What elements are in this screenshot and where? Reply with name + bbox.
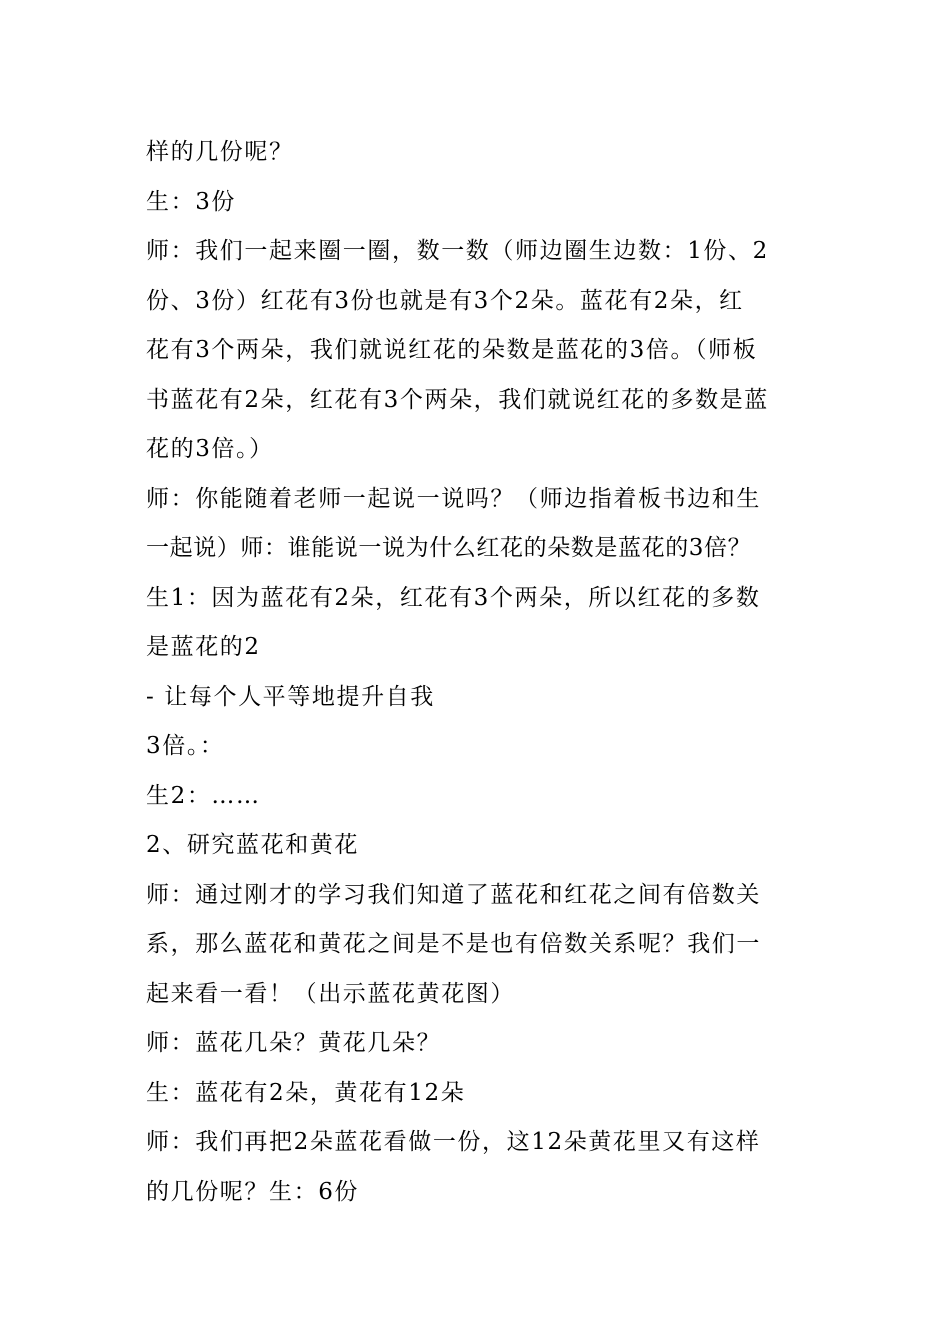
- text-line-22: 的几份呢？生：6份: [146, 1178, 360, 1205]
- text-line-14: 生2：……: [146, 782, 261, 809]
- text-line-3: 师：我们一起来圈一圈，数一数（师边圈生边数：1份、2: [146, 238, 769, 264]
- text-line-21: 师：我们再把2朵蓝花看做一份，这12朵黄花里又有这样: [146, 1129, 761, 1155]
- section-heading: 2、研究蓝花和黄花: [146, 832, 360, 858]
- text-line-16: 师：通过刚才的学习我们知道了蓝花和红花之间有倍数关: [146, 881, 761, 908]
- text-line-10: 生1：因为蓝花有2朵，红花有3个两朵，所以红花的多数: [146, 584, 761, 611]
- text-line-4: 份、3份）红花有3份也就是有3个2朵。蓝花有2朵，红: [146, 287, 744, 314]
- document-body: [146, 128, 816, 1217]
- text-line-5: 花有3个两朵，我们就说红花的朵数是蓝花的3倍。（师板: [146, 337, 758, 363]
- text-line-19: 师：蓝花几朵？黄花几朵？: [146, 1030, 442, 1056]
- text-line-7: 花的3倍。）: [146, 436, 274, 462]
- text-line-8: 师：你能随着老师一起说一说吗？（师边指着板书边和生: [146, 485, 761, 512]
- text-line-1: 样的几份呢？: [146, 139, 294, 165]
- text-line-6: 书蓝花有2朵，红花有3个两朵，我们就说红花的多数是蓝: [146, 386, 769, 413]
- text-line-20: 生：蓝花有2朵，黄花有12朵: [146, 1079, 466, 1106]
- text-line-17: 系，那么蓝花和黄花之间是不是也有倍数关系呢？我们一: [146, 931, 761, 957]
- text-line-18: 起来看一看！（出示蓝花黄花图）: [146, 980, 515, 1007]
- text-line-11: 是蓝花的2: [146, 634, 261, 660]
- text-line-9: 一起说）师：谁能说一说为什么红花的朵数是蓝花的3倍？: [146, 535, 752, 561]
- text-line-13: 3倍。：: [146, 733, 225, 759]
- text-line-12: - 让每个人平等地提升自我: [146, 683, 435, 710]
- text-line-2: 生：3份: [146, 188, 237, 215]
